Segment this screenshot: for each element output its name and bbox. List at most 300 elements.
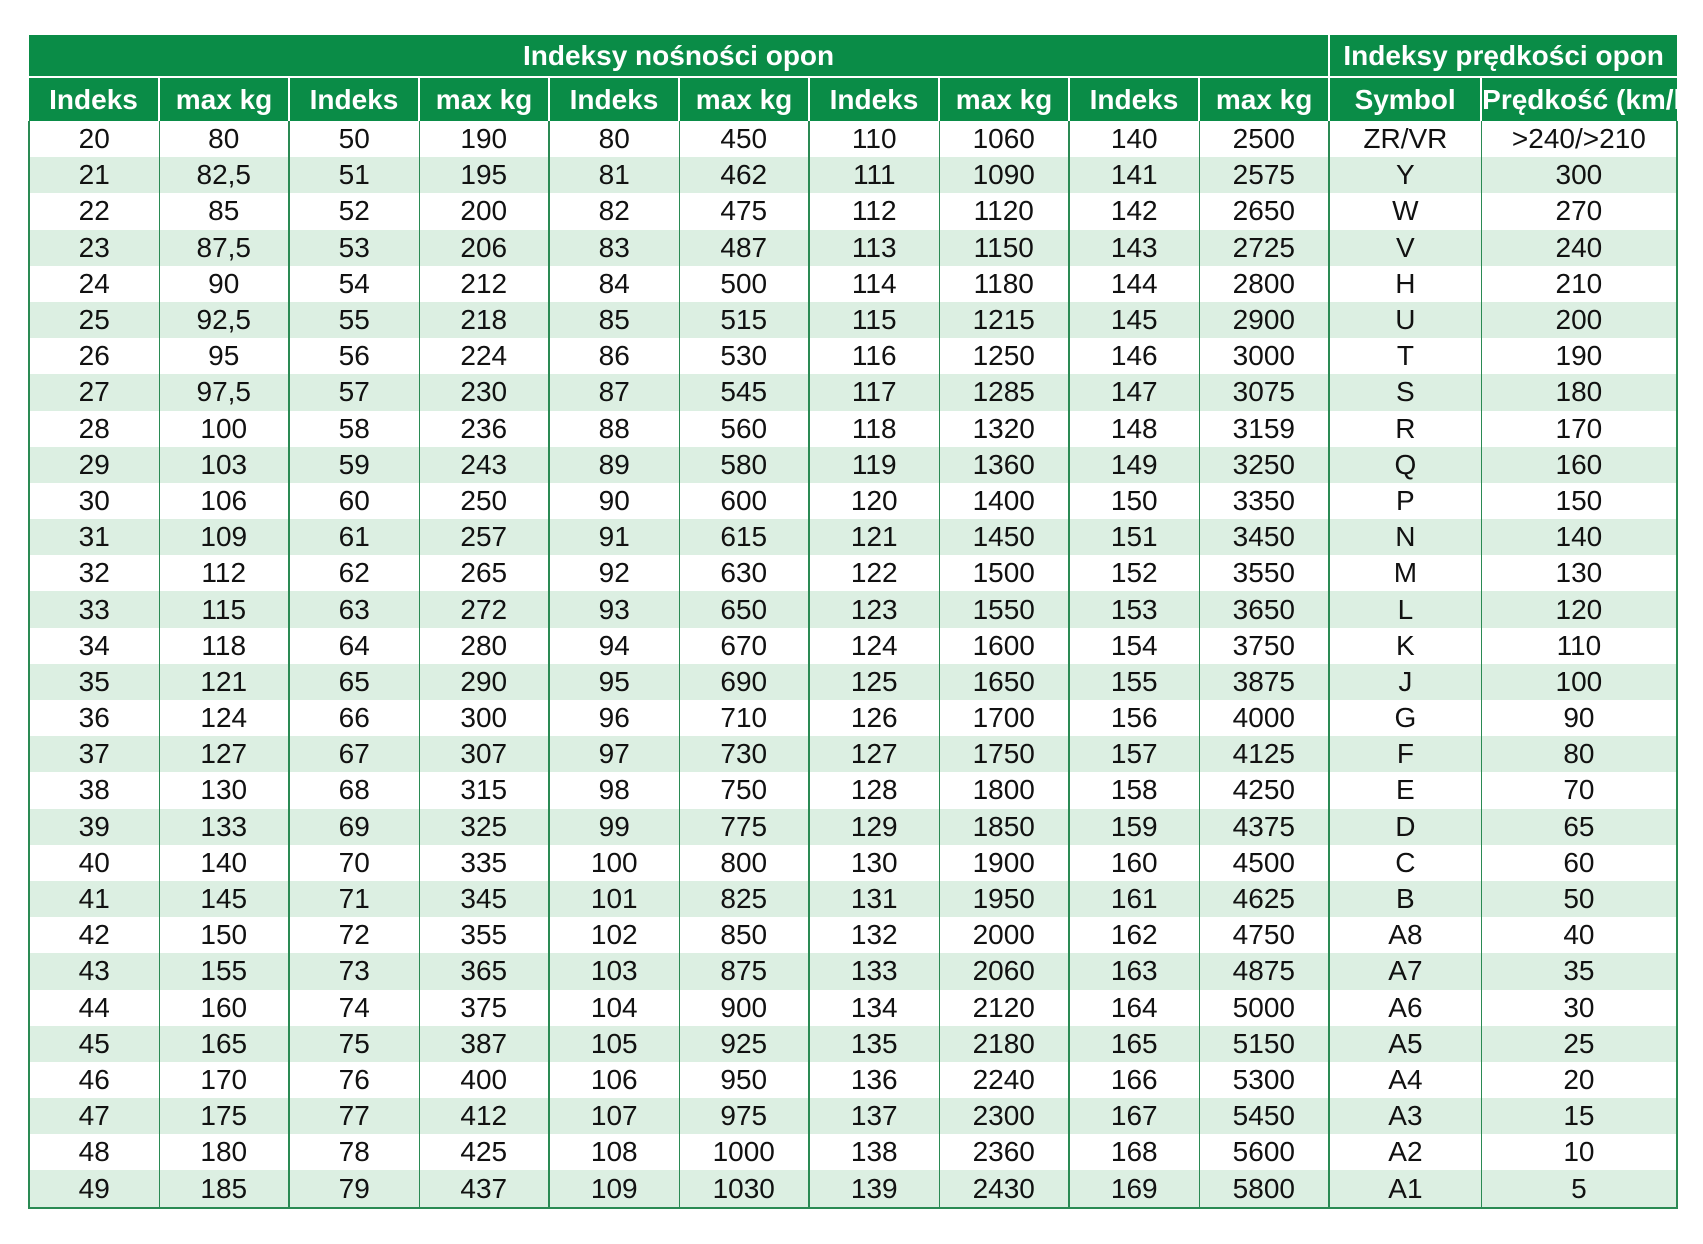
max-kg-cell: 307 [419, 736, 549, 772]
max-kg-cell: 2360 [939, 1134, 1069, 1170]
max-kg-cell: 145 [159, 881, 289, 917]
table-row [29, 917, 1677, 953]
max-kg-cell: 475 [679, 193, 809, 229]
load-index-cell: 88 [549, 411, 679, 447]
speed-symbol-cell: N [1329, 519, 1481, 555]
max-kg-cell: 4000 [1199, 700, 1329, 736]
load-index-cell: 106 [549, 1062, 679, 1098]
speed-symbol-cell: P [1329, 483, 1481, 519]
column-header-max-kg: max kg [159, 77, 289, 121]
max-kg-cell: 2725 [1199, 230, 1329, 266]
load-index-cell: 134 [809, 990, 939, 1026]
max-kg-cell: 650 [679, 591, 809, 627]
load-index-cell: 26 [29, 338, 159, 374]
max-kg-cell: 115 [159, 591, 289, 627]
max-kg-cell: 170 [159, 1062, 289, 1098]
max-kg-cell: 127 [159, 736, 289, 772]
load-index-cell: 21 [29, 157, 159, 193]
load-index-cell: 87 [549, 374, 679, 410]
speed-symbol-cell: T [1329, 338, 1481, 374]
max-kg-cell: 730 [679, 736, 809, 772]
max-kg-cell: 109 [159, 519, 289, 555]
load-index-cell: 36 [29, 700, 159, 736]
max-kg-cell: 112 [159, 555, 289, 591]
speed-symbol-cell: A7 [1329, 953, 1481, 989]
table-row [29, 1170, 1677, 1207]
max-kg-cell: 92,5 [159, 302, 289, 338]
load-index-cell: 73 [289, 953, 419, 989]
load-index-cell: 152 [1069, 555, 1199, 591]
max-kg-cell: 5150 [1199, 1026, 1329, 1062]
speed-symbol-cell: A5 [1329, 1026, 1481, 1062]
max-kg-cell: 1320 [939, 411, 1069, 447]
load-index-cell: 95 [549, 664, 679, 700]
max-kg-cell: 1950 [939, 881, 1069, 917]
max-kg-cell: 1060 [939, 121, 1069, 157]
max-kg-cell: 1750 [939, 736, 1069, 772]
table-row [29, 953, 1677, 989]
speed-symbol-cell: A8 [1329, 917, 1481, 953]
load-index-cell: 53 [289, 230, 419, 266]
max-kg-cell: 425 [419, 1134, 549, 1170]
load-index-cell: 116 [809, 338, 939, 374]
table-header [29, 35, 1700, 121]
load-index-cell: 80 [549, 121, 679, 157]
speed-value-cell: >240/>210 [1481, 121, 1677, 157]
load-index-cell: 42 [29, 917, 159, 953]
load-index-cell: 86 [549, 338, 679, 374]
load-index-cell: 141 [1069, 157, 1199, 193]
column-header-row [29, 77, 1677, 121]
speed-symbol-cell: W [1329, 193, 1481, 229]
load-index-cell: 124 [809, 628, 939, 664]
speed-symbol-cell: A1 [1329, 1170, 1481, 1207]
max-kg-cell: 3159 [1199, 411, 1329, 447]
load-index-cell: 130 [809, 845, 939, 881]
max-kg-cell: 243 [419, 447, 549, 483]
tire-index-table-container [28, 35, 1700, 1209]
load-index-cell: 29 [29, 447, 159, 483]
load-index-cell: 58 [289, 411, 419, 447]
max-kg-cell: 5300 [1199, 1062, 1329, 1098]
load-index-cell: 50 [289, 121, 419, 157]
max-kg-cell: 87,5 [159, 230, 289, 266]
max-kg-cell: 825 [679, 881, 809, 917]
load-index-cell: 114 [809, 266, 939, 302]
load-index-cell: 59 [289, 447, 419, 483]
max-kg-cell: 212 [419, 266, 549, 302]
load-index-cell: 123 [809, 591, 939, 627]
load-index-cell: 76 [289, 1062, 419, 1098]
max-kg-cell: 2575 [1199, 157, 1329, 193]
load-index-cell: 37 [29, 736, 159, 772]
column-header-max-kg: max kg [679, 77, 809, 121]
load-index-cell: 60 [289, 483, 419, 519]
table-row [29, 411, 1677, 447]
max-kg-cell: 975 [679, 1098, 809, 1134]
max-kg-cell: 1900 [939, 845, 1069, 881]
max-kg-cell: 103 [159, 447, 289, 483]
load-index-cell: 127 [809, 736, 939, 772]
max-kg-cell: 180 [159, 1134, 289, 1170]
speed-value-cell: 90 [1481, 700, 1677, 736]
load-index-cell: 159 [1069, 809, 1199, 845]
speed-value-cell: 20 [1481, 1062, 1677, 1098]
max-kg-cell: 224 [419, 338, 549, 374]
load-index-cell: 142 [1069, 193, 1199, 229]
load-index-cell: 118 [809, 411, 939, 447]
load-index-cell: 168 [1069, 1134, 1199, 1170]
max-kg-cell: 1000 [679, 1134, 809, 1170]
load-index-cell: 66 [289, 700, 419, 736]
column-header-max-kg: max kg [1199, 77, 1329, 121]
table-row [29, 591, 1677, 627]
load-index-cell: 136 [809, 1062, 939, 1098]
load-index-cell: 102 [549, 917, 679, 953]
max-kg-cell: 375 [419, 990, 549, 1026]
load-index-cell: 140 [1069, 121, 1199, 157]
max-kg-cell: 462 [679, 157, 809, 193]
max-kg-cell: 124 [159, 700, 289, 736]
max-kg-cell: 775 [679, 809, 809, 845]
load-index-cell: 45 [29, 1026, 159, 1062]
max-kg-cell: 2430 [939, 1170, 1069, 1207]
max-kg-cell: 690 [679, 664, 809, 700]
max-kg-cell: 515 [679, 302, 809, 338]
max-kg-cell: 670 [679, 628, 809, 664]
max-kg-cell: 121 [159, 664, 289, 700]
max-kg-cell: 2300 [939, 1098, 1069, 1134]
load-index-cell: 119 [809, 447, 939, 483]
max-kg-cell: 1180 [939, 266, 1069, 302]
load-index-cell: 132 [809, 917, 939, 953]
load-index-cell: 77 [289, 1098, 419, 1134]
table-row [29, 374, 1677, 410]
max-kg-cell: 272 [419, 591, 549, 627]
column-header-index: Indeks [809, 77, 939, 121]
load-index-cell: 47 [29, 1098, 159, 1134]
load-index-cell: 104 [549, 990, 679, 1026]
max-kg-cell: 85 [159, 193, 289, 229]
max-kg-cell: 118 [159, 628, 289, 664]
table-row [29, 809, 1677, 845]
load-index-cell: 55 [289, 302, 419, 338]
max-kg-cell: 3650 [1199, 591, 1329, 627]
speed-value-cell: 35 [1481, 953, 1677, 989]
column-header-index: Indeks [289, 77, 419, 121]
speed-value-cell: 65 [1481, 809, 1677, 845]
speed-value-cell: 30 [1481, 990, 1677, 1026]
speed-index-group-header: Indeksy prędkości opon [1329, 35, 1677, 77]
speed-symbol-cell: B [1329, 881, 1481, 917]
max-kg-cell: 900 [679, 990, 809, 1026]
speed-value-cell: 80 [1481, 736, 1677, 772]
max-kg-cell: 5800 [1199, 1170, 1329, 1207]
load-index-cell: 153 [1069, 591, 1199, 627]
max-kg-cell: 290 [419, 664, 549, 700]
load-index-cell: 79 [289, 1170, 419, 1207]
load-index-cell: 52 [289, 193, 419, 229]
load-index-cell: 43 [29, 953, 159, 989]
load-index-cell: 74 [289, 990, 419, 1026]
load-index-cell: 162 [1069, 917, 1199, 953]
max-kg-cell: 4750 [1199, 917, 1329, 953]
speed-symbol-cell: A3 [1329, 1098, 1481, 1134]
load-index-cell: 105 [549, 1026, 679, 1062]
speed-value-cell: 240 [1481, 230, 1677, 266]
column-header-index: Indeks [29, 77, 159, 121]
load-index-cell: 150 [1069, 483, 1199, 519]
max-kg-cell: 3750 [1199, 628, 1329, 664]
load-index-cell: 75 [289, 1026, 419, 1062]
load-index-cell: 155 [1069, 664, 1199, 700]
speed-value-cell: 140 [1481, 519, 1677, 555]
load-index-cell: 81 [549, 157, 679, 193]
load-index-cell: 33 [29, 591, 159, 627]
load-index-cell: 107 [549, 1098, 679, 1134]
load-index-cell: 164 [1069, 990, 1199, 1026]
speed-symbol-cell: Y [1329, 157, 1481, 193]
load-index-cell: 128 [809, 772, 939, 808]
load-index-cell: 49 [29, 1170, 159, 1207]
max-kg-cell: 5450 [1199, 1098, 1329, 1134]
load-index-cell: 115 [809, 302, 939, 338]
speed-value-cell: 120 [1481, 591, 1677, 627]
speed-symbol-cell: ZR/VR [1329, 121, 1481, 157]
max-kg-cell: 2500 [1199, 121, 1329, 157]
load-index-cell: 113 [809, 230, 939, 266]
load-index-cell: 161 [1069, 881, 1199, 917]
table-row [29, 230, 1677, 266]
speed-symbol-cell: L [1329, 591, 1481, 627]
max-kg-cell: 150 [159, 917, 289, 953]
load-index-cell: 156 [1069, 700, 1199, 736]
load-index-cell: 99 [549, 809, 679, 845]
max-kg-cell: 257 [419, 519, 549, 555]
table-row [29, 483, 1677, 519]
max-kg-cell: 710 [679, 700, 809, 736]
load-index-cell: 84 [549, 266, 679, 302]
load-index-cell: 90 [549, 483, 679, 519]
load-index-cell: 54 [289, 266, 419, 302]
table-row [29, 193, 1677, 229]
load-index-cell: 57 [289, 374, 419, 410]
load-index-cell: 146 [1069, 338, 1199, 374]
max-kg-cell: 1400 [939, 483, 1069, 519]
speed-value-cell: 190 [1481, 338, 1677, 374]
max-kg-cell: 1090 [939, 157, 1069, 193]
max-kg-cell: 3450 [1199, 519, 1329, 555]
column-header-index: Indeks [549, 77, 679, 121]
max-kg-cell: 545 [679, 374, 809, 410]
speed-value-cell: 180 [1481, 374, 1677, 410]
max-kg-cell: 82,5 [159, 157, 289, 193]
load-index-cell: 110 [809, 121, 939, 157]
table-row [29, 772, 1677, 808]
max-kg-cell: 250 [419, 483, 549, 519]
max-kg-cell: 630 [679, 555, 809, 591]
max-kg-cell: 1850 [939, 809, 1069, 845]
max-kg-cell: 2120 [939, 990, 1069, 1026]
load-index-cell: 64 [289, 628, 419, 664]
table-row [29, 736, 1677, 772]
max-kg-cell: 2800 [1199, 266, 1329, 302]
max-kg-cell: 200 [419, 193, 549, 229]
max-kg-cell: 185 [159, 1170, 289, 1207]
load-index-cell: 154 [1069, 628, 1199, 664]
load-index-cell: 31 [29, 519, 159, 555]
max-kg-cell: 450 [679, 121, 809, 157]
max-kg-cell: 400 [419, 1062, 549, 1098]
column-header-symbol: Symbol [1329, 77, 1481, 121]
table-row [29, 519, 1677, 555]
max-kg-cell: 437 [419, 1170, 549, 1207]
speed-value-cell: 10 [1481, 1134, 1677, 1170]
load-index-cell: 72 [289, 917, 419, 953]
load-index-cell: 120 [809, 483, 939, 519]
table-row [29, 266, 1677, 302]
max-kg-cell: 487 [679, 230, 809, 266]
column-header-max-kg: max kg [419, 77, 549, 121]
max-kg-cell: 4625 [1199, 881, 1329, 917]
max-kg-cell: 875 [679, 953, 809, 989]
table-row [29, 1026, 1677, 1062]
max-kg-cell: 175 [159, 1098, 289, 1134]
speed-symbol-cell: R [1329, 411, 1481, 447]
speed-symbol-cell: A2 [1329, 1134, 1481, 1170]
load-index-cell: 144 [1069, 266, 1199, 302]
speed-symbol-cell: S [1329, 374, 1481, 410]
speed-symbol-cell: U [1329, 302, 1481, 338]
load-index-cell: 28 [29, 411, 159, 447]
speed-value-cell: 300 [1481, 157, 1677, 193]
max-kg-cell: 218 [419, 302, 549, 338]
load-index-cell: 83 [549, 230, 679, 266]
max-kg-cell: 1360 [939, 447, 1069, 483]
max-kg-cell: 1215 [939, 302, 1069, 338]
speed-value-cell: 160 [1481, 447, 1677, 483]
max-kg-cell: 230 [419, 374, 549, 410]
max-kg-cell: 2240 [939, 1062, 1069, 1098]
speed-symbol-cell: H [1329, 266, 1481, 302]
speed-value-cell: 70 [1481, 772, 1677, 808]
table-row [29, 121, 1677, 157]
max-kg-cell: 3000 [1199, 338, 1329, 374]
load-index-cell: 103 [549, 953, 679, 989]
load-index-cell: 41 [29, 881, 159, 917]
max-kg-cell: 1030 [679, 1170, 809, 1207]
load-index-cell: 91 [549, 519, 679, 555]
max-kg-cell: 236 [419, 411, 549, 447]
max-kg-cell: 600 [679, 483, 809, 519]
speed-value-cell: 15 [1481, 1098, 1677, 1134]
load-index-cell: 147 [1069, 374, 1199, 410]
load-index-cell: 78 [289, 1134, 419, 1170]
load-index-cell: 97 [549, 736, 679, 772]
load-index-cell: 94 [549, 628, 679, 664]
load-index-cell: 165 [1069, 1026, 1199, 1062]
max-kg-cell: 925 [679, 1026, 809, 1062]
speed-value-cell: 200 [1481, 302, 1677, 338]
max-kg-cell: 1650 [939, 664, 1069, 700]
table-row [29, 447, 1677, 483]
column-header-speed: Prędkość (km/h) [1481, 77, 1677, 121]
load-index-cell: 169 [1069, 1170, 1199, 1207]
column-header-index: Indeks [1069, 77, 1199, 121]
load-index-cell: 167 [1069, 1098, 1199, 1134]
load-index-cell: 148 [1069, 411, 1199, 447]
max-kg-cell: 4250 [1199, 772, 1329, 808]
max-kg-cell: 3350 [1199, 483, 1329, 519]
load-index-cell: 70 [289, 845, 419, 881]
max-kg-cell: 1600 [939, 628, 1069, 664]
max-kg-cell: 206 [419, 230, 549, 266]
speed-symbol-cell: V [1329, 230, 1481, 266]
max-kg-cell: 1450 [939, 519, 1069, 555]
max-kg-cell: 750 [679, 772, 809, 808]
max-kg-cell: 560 [679, 411, 809, 447]
load-index-cell: 69 [289, 809, 419, 845]
load-index-cell: 158 [1069, 772, 1199, 808]
load-index-cell: 40 [29, 845, 159, 881]
max-kg-cell: 155 [159, 953, 289, 989]
load-index-cell: 157 [1069, 736, 1199, 772]
speed-symbol-cell: E [1329, 772, 1481, 808]
load-index-cell: 46 [29, 1062, 159, 1098]
max-kg-cell: 1285 [939, 374, 1069, 410]
load-index-cell: 82 [549, 193, 679, 229]
load-index-cell: 151 [1069, 519, 1199, 555]
table-row [29, 700, 1677, 736]
max-kg-cell: 335 [419, 845, 549, 881]
group-header-row [29, 35, 1677, 77]
max-kg-cell: 800 [679, 845, 809, 881]
max-kg-cell: 1550 [939, 591, 1069, 627]
load-index-cell: 138 [809, 1134, 939, 1170]
load-index-cell: 71 [289, 881, 419, 917]
max-kg-cell: 106 [159, 483, 289, 519]
max-kg-cell: 5600 [1199, 1134, 1329, 1170]
load-index-cell: 30 [29, 483, 159, 519]
max-kg-cell: 4500 [1199, 845, 1329, 881]
max-kg-cell: 1500 [939, 555, 1069, 591]
speed-value-cell: 210 [1481, 266, 1677, 302]
max-kg-cell: 2650 [1199, 193, 1329, 229]
tire-index-table [28, 35, 1700, 1209]
load-index-cell: 24 [29, 266, 159, 302]
load-index-cell: 67 [289, 736, 419, 772]
load-index-cell: 93 [549, 591, 679, 627]
load-index-cell: 92 [549, 555, 679, 591]
load-index-cell: 63 [289, 591, 419, 627]
load-index-cell: 44 [29, 990, 159, 1026]
max-kg-cell: 1250 [939, 338, 1069, 374]
speed-symbol-cell: C [1329, 845, 1481, 881]
max-kg-cell: 1150 [939, 230, 1069, 266]
max-kg-cell: 4875 [1199, 953, 1329, 989]
max-kg-cell: 2000 [939, 917, 1069, 953]
speed-symbol-cell: K [1329, 628, 1481, 664]
load-index-cell: 25 [29, 302, 159, 338]
max-kg-cell: 3250 [1199, 447, 1329, 483]
speed-value-cell: 60 [1481, 845, 1677, 881]
load-index-cell: 32 [29, 555, 159, 591]
load-index-cell: 85 [549, 302, 679, 338]
max-kg-cell: 160 [159, 990, 289, 1026]
max-kg-cell: 1800 [939, 772, 1069, 808]
load-index-cell: 163 [1069, 953, 1199, 989]
load-index-cell: 38 [29, 772, 159, 808]
